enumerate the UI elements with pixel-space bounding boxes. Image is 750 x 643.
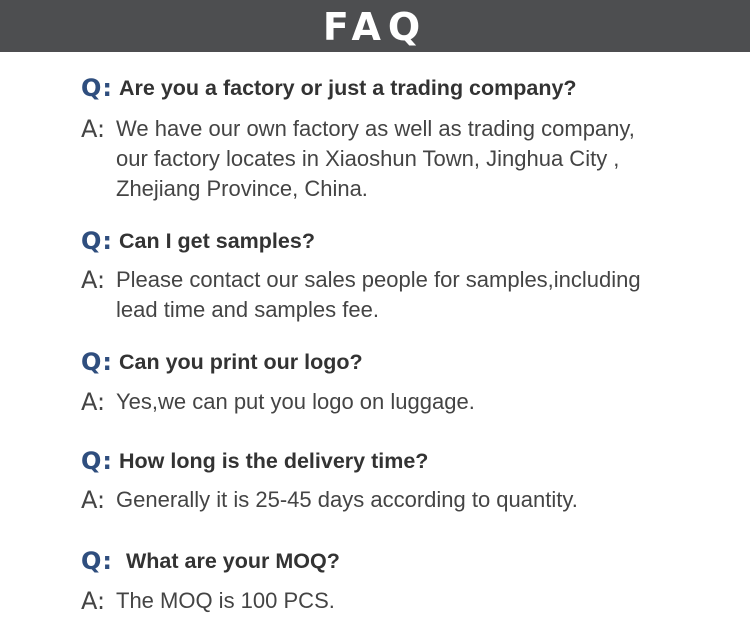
answer-line: Zhejiang Province, China. xyxy=(116,176,368,201)
answer-line: Yes,we can put you logo on luggage. xyxy=(116,389,475,414)
question-text: Are you a factory or just a trading company? xyxy=(119,76,577,100)
question-text: How long is the delivery time? xyxy=(119,449,429,473)
question-row xyxy=(0,544,750,578)
question-text: Can you print our logo? xyxy=(119,350,363,374)
answer-prefix: A: xyxy=(81,266,106,294)
question-prefix: Q: xyxy=(81,227,113,255)
answer-line: We have our own factory as well as trading company, xyxy=(116,116,635,141)
answer-prefix: A: xyxy=(81,486,106,514)
page-title: FAQ xyxy=(322,5,428,49)
question-prefix: Q: xyxy=(81,348,113,376)
answer-text xyxy=(116,114,736,204)
answer-prefix: A: xyxy=(81,115,106,143)
answer-prefix: A: xyxy=(81,388,106,416)
question-text: Can I get samples? xyxy=(119,229,315,253)
question-text: What are your MOQ? xyxy=(126,549,340,573)
answer-line: Generally it is 25-45 days according to quantity. xyxy=(116,487,578,512)
answer-prefix: A: xyxy=(81,587,106,615)
answer-text xyxy=(116,265,736,325)
question-row xyxy=(0,444,750,478)
question-prefix: Q: xyxy=(81,447,113,475)
answer-line: Please contact our sales people for samples,including xyxy=(116,267,641,292)
question-row xyxy=(0,224,750,258)
answer-text xyxy=(116,387,736,417)
answer-line: our factory locates in Xiaoshun Town, Jinghua City , xyxy=(116,146,620,171)
question-row xyxy=(0,345,750,379)
answer-line: The MOQ is 100 PCS. xyxy=(116,588,335,613)
faq-header-bar xyxy=(0,0,750,52)
question-row xyxy=(0,71,750,105)
answer-text xyxy=(116,586,736,616)
answer-line: lead time and samples fee. xyxy=(116,297,379,322)
question-prefix: Q: xyxy=(81,547,113,575)
question-prefix: Q: xyxy=(81,74,113,102)
answer-text xyxy=(116,485,736,515)
